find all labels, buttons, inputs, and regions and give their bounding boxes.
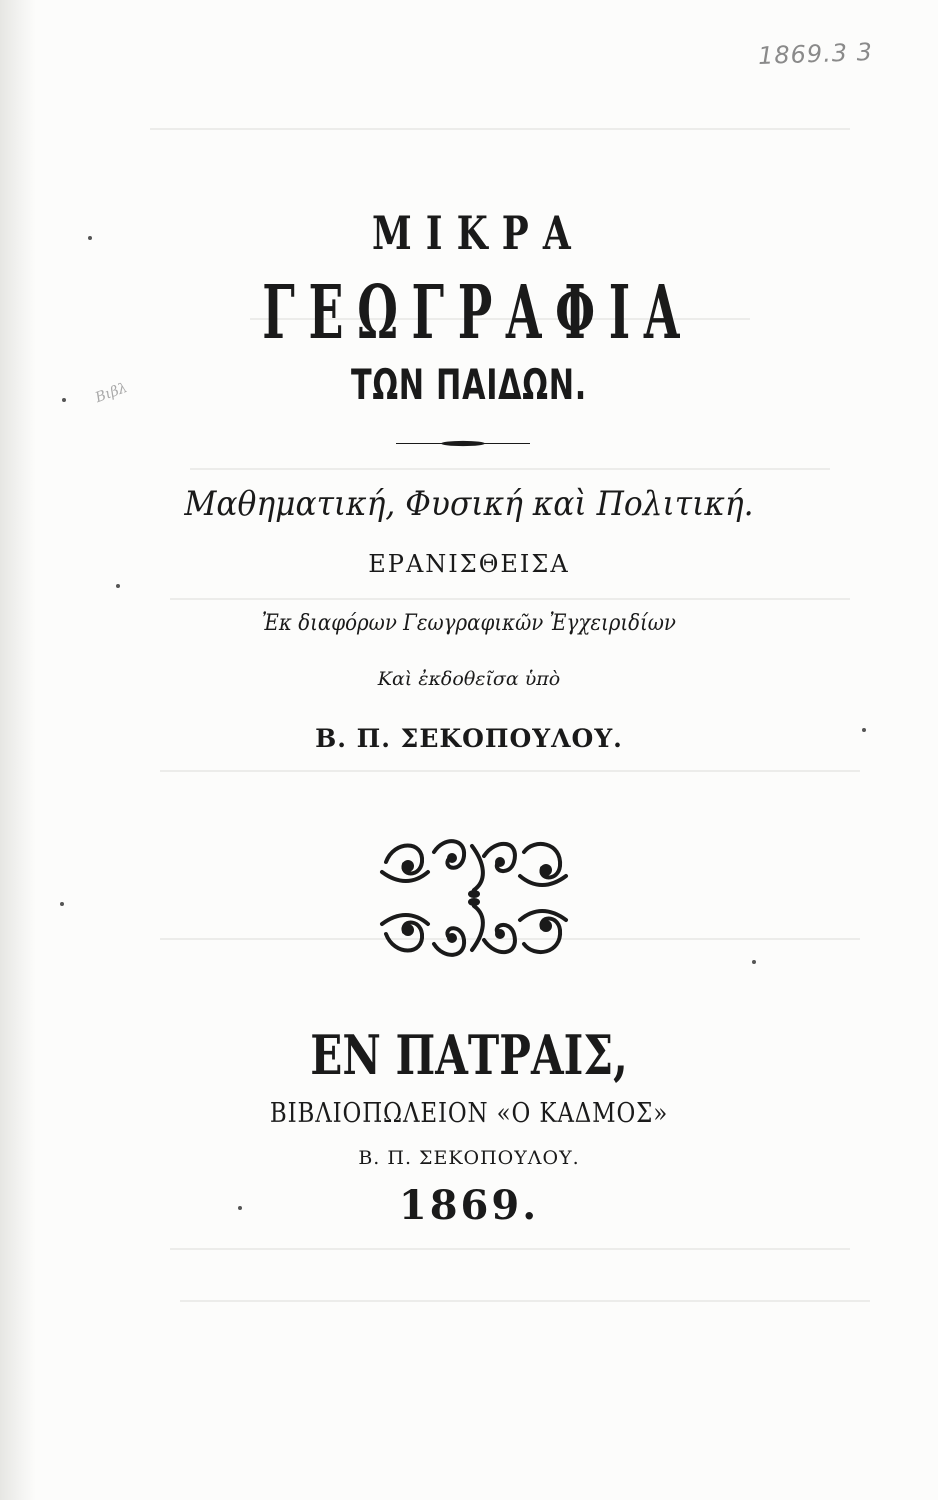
published-by-line: Καὶ ἐκδοθεῖσα ὑπὸ — [377, 668, 561, 690]
floral-scroll-ornament-icon — [374, 832, 574, 964]
title-line-3: ΤΩΝ ΠΑΙΔΩΝ. — [351, 360, 587, 409]
ink-speck — [116, 584, 120, 588]
ink-speck — [862, 728, 866, 732]
bleed-through-line — [180, 1300, 870, 1302]
title-line-2: ΓΕΩΓΡΑΦΙΑ — [262, 270, 694, 356]
bleed-through-line — [150, 128, 850, 130]
bleed-through-line — [170, 598, 850, 600]
title-line-1: ΜΙΚΡΑ — [371, 206, 585, 260]
ink-speck — [752, 960, 756, 964]
compiled-line: ΕΡΑΝΙΣΘΕΙΣΑ — [368, 550, 570, 578]
publisher-line: Β. Π. ΣΕΚΟΠΟΥΛΟΥ. — [358, 1147, 580, 1169]
city-line: ΕΝ ΠΑΤΡΑΙΣ, — [310, 1023, 628, 1087]
margin-scribble: Βιβλ — [93, 379, 130, 407]
ink-speck — [62, 398, 66, 402]
decorative-rule-icon — [396, 440, 530, 447]
bleed-through-line — [190, 468, 830, 470]
pencil-shelfmark-note: 1869.3 3 — [757, 38, 874, 70]
sources-line: Ἐκ διαφόρων Γεωγραφικῶν Ἐγχειριδίων — [262, 611, 676, 636]
bleed-through-line — [160, 770, 860, 772]
ink-speck — [238, 1206, 242, 1210]
subtitle: Μαθηματική, Φυσική καὶ Πολιτική. — [184, 484, 754, 524]
author-name: Β. Π. ΣΕΚΟΠΟΥΛΟΥ. — [315, 724, 623, 753]
ink-speck — [60, 902, 64, 906]
publication-year: 1869. — [398, 1182, 540, 1229]
bookshop-line: ΒΙΒΛΙΟΠΩΛΕΙΟΝ «Ο ΚΑΔΜΟΣ» — [269, 1098, 669, 1129]
ink-speck — [88, 236, 92, 240]
bleed-through-line — [170, 1248, 850, 1250]
